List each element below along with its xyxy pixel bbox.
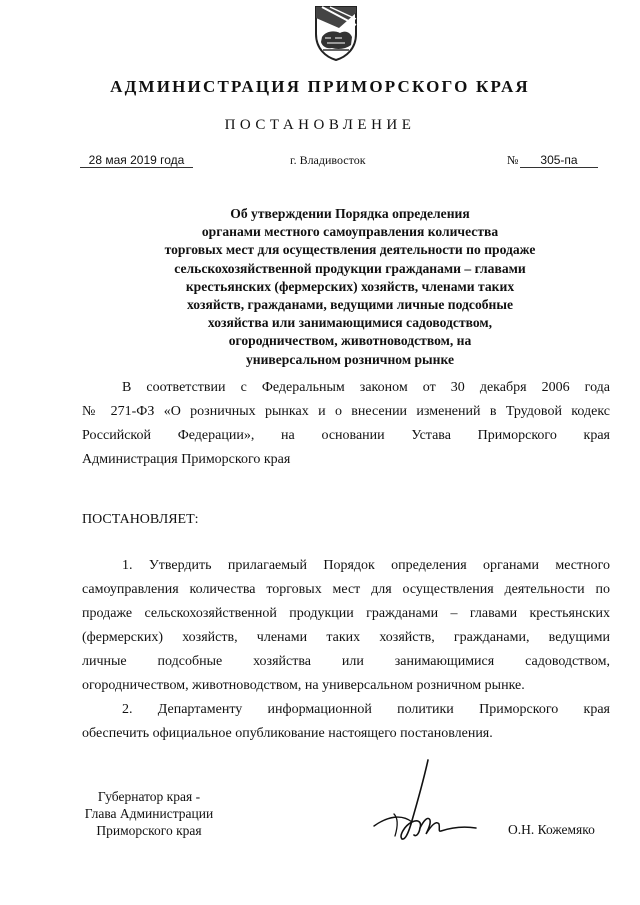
paragraph-line: В соответствии с Федеральным законом от 30 декабря 2006 года [122,380,610,395]
coat-of-arms-icon [313,4,359,62]
title-line: торговых мест для осуществления деятельности по продаже [164,242,536,258]
item-line: 1. Утвердить прилагаемый Порядок определения органами местного [122,558,610,573]
item-line: 2. Департаменту информационной политики Приморского края [122,702,610,717]
item-line: самоуправления количества торговых мест для осуществления деятельности по [82,582,610,597]
title-line: хозяйств, гражданами, ведущими личные подсобные [186,297,514,313]
document-number: 305-па [520,153,598,168]
position-line: Глава Администрации [84,806,214,821]
organization-name: АДМИНИСТРАЦИЯ ПРИМОРСКОГО КРАЯ [110,77,530,96]
paragraph-line: Администрация Приморского края [82,452,291,467]
title-line: крестьянских (фермерских) хозяйств, членами таких [185,278,515,294]
document-type: ПОСТАНОВЛЕНИЕ [224,117,416,133]
document-city: г. Владивосток [290,153,366,167]
item-line: (фермерских) хозяйств, членами таких хозяйств, гражданами, ведущими [82,630,610,645]
signatory-name: О.Н. Кожемяко [508,822,595,837]
paragraph-line: № 271-ФЗ «О розничных рынках и о внесении изменений в Трудовой кодекс [82,404,610,419]
number-sign: № [507,153,519,167]
handwritten-signature [368,756,484,846]
position-line: Губернатор края - [97,789,201,804]
item-line: личные подсобные хозяйства или занимающимися садоводством, [82,654,610,669]
item-line: обеспечить официальное опубликование настоящего постановления. [82,726,493,741]
document-date: 28 мая 2019 года [80,153,193,168]
title-line: универсальном розничном рынке [245,351,455,367]
title-line: Об утверждении Порядка определения [230,206,470,221]
document-title [110,205,590,369]
preamble-paragraph [82,376,610,472]
resolution-items [82,554,610,746]
signatory-position [64,788,234,839]
item-line: продаже сельскохозяйственной продукции гражданами – главами крестьянских [82,606,610,621]
position-line: Приморского края [96,823,202,838]
title-line: сельскохозяйственной продукции гражданами – главами [174,260,526,276]
title-line: хозяйства или занимающимися садоводством, [207,315,493,331]
title-line: органами местного самоуправления количества [201,224,499,240]
resolve-heading: ПОСТАНОВЛЯЕТ: [82,512,199,527]
title-line: огородничеством, животноводством, на [228,333,472,349]
item-line: огородничеством, животноводством, на универсальном розничном рынке. [82,678,525,693]
paragraph-line: Российской Федерации», на основании Устава Приморского края [82,428,610,443]
